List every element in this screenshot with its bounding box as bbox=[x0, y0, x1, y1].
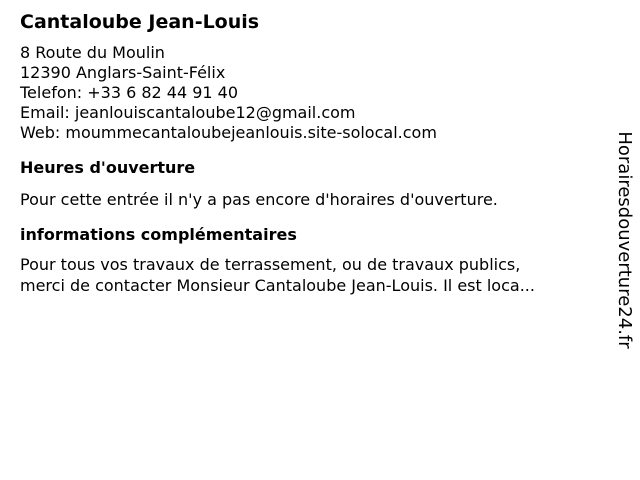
city-address: 12390 Anglars-Saint-Félix bbox=[20, 63, 226, 82]
hours-text: Pour cette entrée il n'y a pas encore d'horaires d'ouverture. bbox=[20, 190, 498, 209]
business-card bbox=[20, 10, 600, 296]
hours-heading: Heures d'ouverture bbox=[20, 158, 196, 177]
additional-info-heading: informations complémentaires bbox=[20, 225, 297, 244]
phone-line[interactable]: Telefon: +33 6 82 44 91 40 bbox=[20, 83, 239, 102]
business-name: Cantaloube Jean-Louis bbox=[20, 11, 260, 33]
web-line[interactable]: Web: moummecantaloubejeanlouis.site-solocal.com bbox=[20, 123, 437, 142]
site-watermark: Horairesdouverture24.fr bbox=[614, 131, 635, 349]
additional-info-line: merci de contacter Monsieur Cantaloube Jean-Louis. Il est loca... bbox=[20, 276, 535, 295]
additional-info-text bbox=[20, 254, 600, 296]
street-address: 8 Route du Moulin bbox=[20, 43, 165, 62]
additional-info-line: Pour tous vos travaux de terrassement, ou de travaux publics, bbox=[20, 255, 521, 274]
address-block bbox=[20, 43, 600, 143]
email-line[interactable]: Email: jeanlouiscantaloube12@gmail.com bbox=[20, 103, 356, 122]
